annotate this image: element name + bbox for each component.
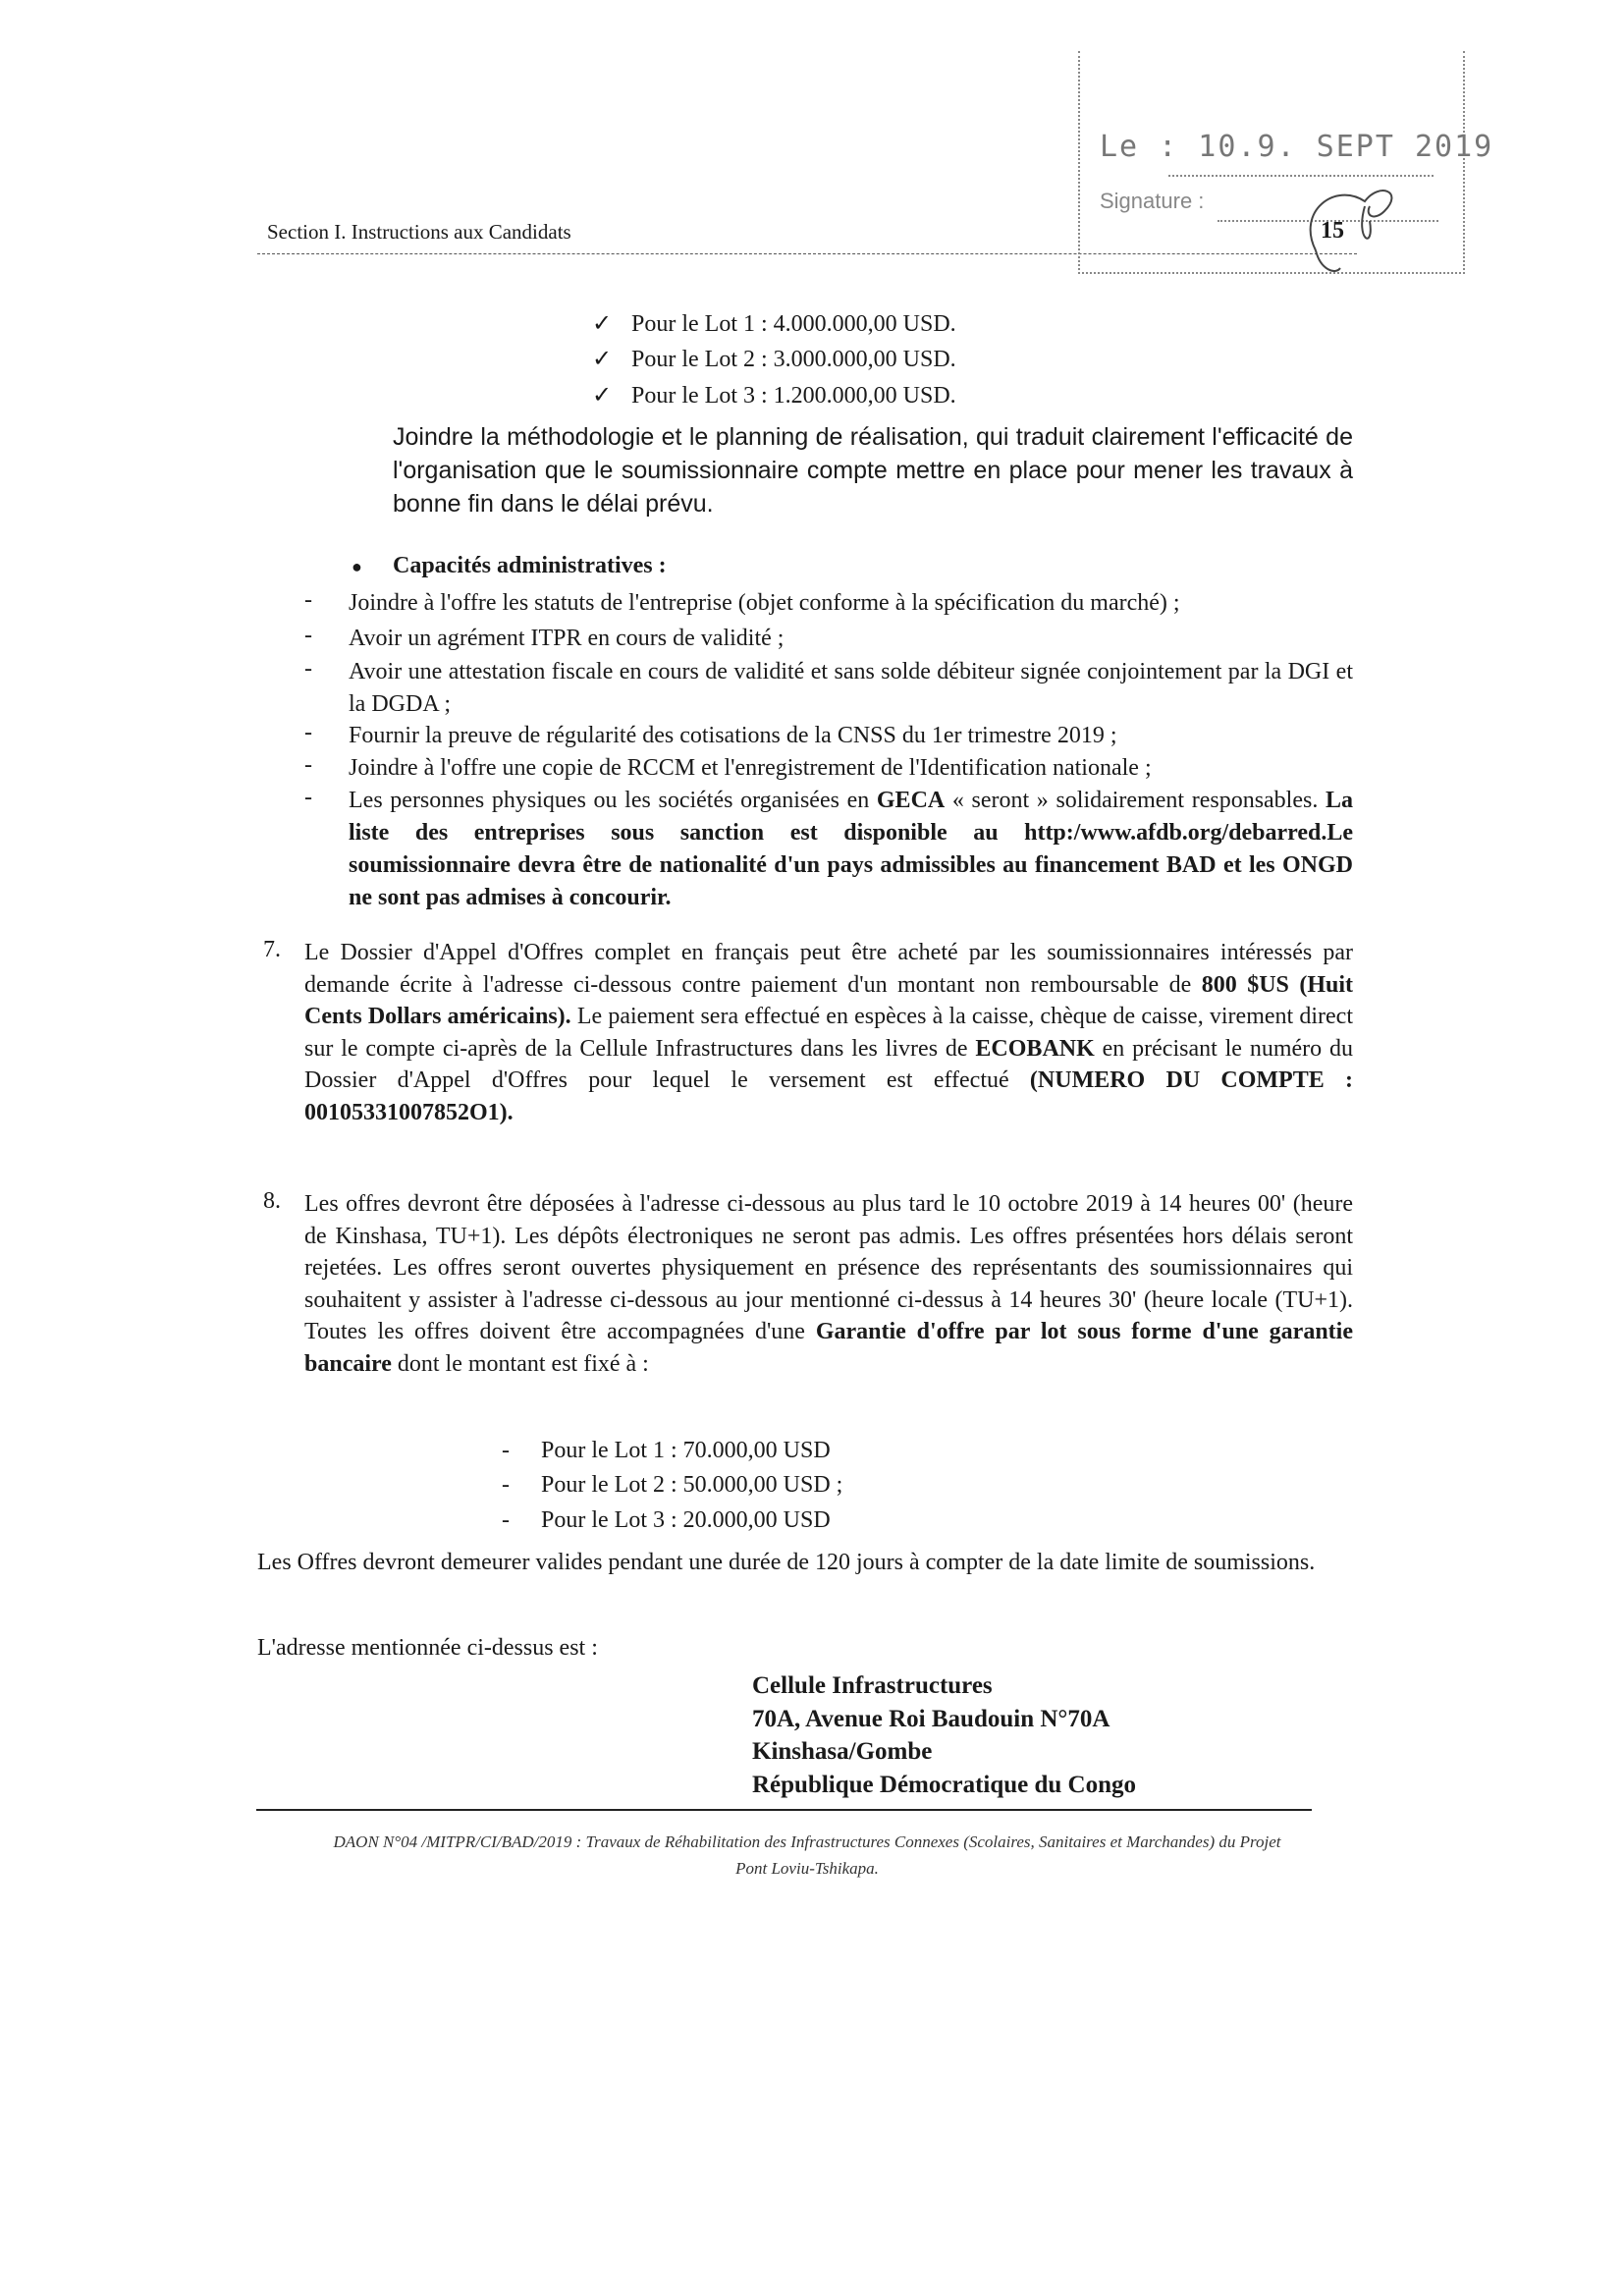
methodology-paragraph: Joindre la méthodologie et le planning de réalisation, qui traduit clairement l'efficacité de l'organisation que le soumissionnaire compte mettre en place pour mener les travaux à bonne fin dans le délai prévu. [393,423,1353,518]
list-item: - Les personnes physiques ou les sociétés organisées en GECA « seront » solidairement responsables. La liste des entreprises sous sanction est disponible au http:/www.afdb.org/debarred.Le soumissionnaire devra être de nationalité d'un pays admissibles au financement BAD et les ONGD ne sont pas admises à concourir. [304,785,1353,910]
stamp-signature-label: Signature : [1100,189,1205,213]
admin-heading: ● Capacités administratives : [352,553,667,578]
list-item: - Pour le Lot 3 : 20.000,00 USD [502,1507,831,1533]
validity-paragraph: Les Offres devront demeurer valides pendant une durée de 120 jours à compter de la date limite de soumissions. [257,1550,1316,1575]
page-footer: DAON N°04 /MITPR/CI/BAD/2019 : Travaux de Réhabilitation des Infrastructures Connexes (Scolaires, Sanitaires et Marchandes) du Projet Pont Loviu-Tshikapa. [333,1832,1281,1878]
address-block: Cellule Infrastructures 70A, Avenue Roi Baudouin N°70A Kinshasa/Gombe République Démocratique du Congo [752,1672,1137,1798]
list-item: - Avoir une attestation fiscale en cours de validité et sans solde débiteur signée conjointement par la DGI et la DGDA ; [304,656,1353,717]
section-header: Section I. Instructions aux Candidats [267,220,571,244]
list-item: - Fournir la preuve de régularité des cotisations de la CNSS du 1er trimestre 2019 ; [304,720,1117,748]
address-intro: L'adresse mentionnée ci-dessus est : [257,1635,598,1661]
numbered-item-8: 8. Les offres devront être déposées à l'adresse ci-dessous au plus tard le 10 octobre 2019 à 14 heures 00' (heure de Kinshasa, TU+1). Les dépôts électroniques ne seront pas admis. Les offres présentées hors délais seront rejetées. Les offres seront ouvertes physiquement en présence des représentants des soumissionnaires qui souhaitent y assister à l'adresse ci-dessous au jour mentionné ci-dessus à 14 heures 30' (heure locale (TU+1). Toutes les offres doivent être accompagnées d'une Garantie d'offre par lot sous forme d'une garantie bancaire dont le montant est fixé à : [263,1188,1353,1377]
footer-divider [256,1809,1312,1811]
list-item: - Pour le Lot 1 : 70.000,00 USD [502,1438,831,1463]
list-item: - Joindre à l'offre les statuts de l'entreprise (objet conforme à la spécification du marché) ; [304,587,1180,616]
numbered-item-7: 7. Le Dossier d'Appel d'Offres complet en français peut être acheté par les soumissionnaires intéressés par demande écrite à l'adresse ci-dessous contre paiement d'un montant non remboursable de 800 $US (Huit Cents Dollars américains). Le paiement sera effectué en espèces à la caisse, chèque de caisse, virement direct sur le compte ci-après de la Cellule Infrastructures dans les livres de ECOBANK en précisant le numéro du Dossier d'Appel d'Offres pour lequel le versement est effectué (NUMERO DU COMPTE : 00105331007852O1). [263,937,1353,1125]
stamp-date: Le : 10.9. SEPT 2019 [1100,130,1494,164]
bullet-icon: ● [352,557,362,576]
list-item: - Joindre à l'offre une copie de RCCM et l'enregistrement de l'Identification nationale ; [304,752,1152,781]
page-number: 15 [1321,218,1344,244]
checkmark-icon: ✓ [592,383,613,409]
list-item: ✓ Pour le Lot 3 : 1.200.000,00 USD. [592,383,956,409]
list-item: ✓ Pour le Lot 1 : 4.000.000,00 USD. [592,311,956,337]
list-item: ✓ Pour le Lot 2 : 3.000.000,00 USD. [592,347,956,372]
list-item: - Avoir un agrément ITPR en cours de validité ; [304,623,785,651]
stamp-dotted-line [1168,175,1434,177]
handwritten-signature [1296,182,1404,280]
checkmark-icon: ✓ [592,347,613,372]
checkmark-icon: ✓ [592,311,613,337]
list-item: - Pour le Lot 2 : 50.000,00 USD ; [502,1472,843,1498]
